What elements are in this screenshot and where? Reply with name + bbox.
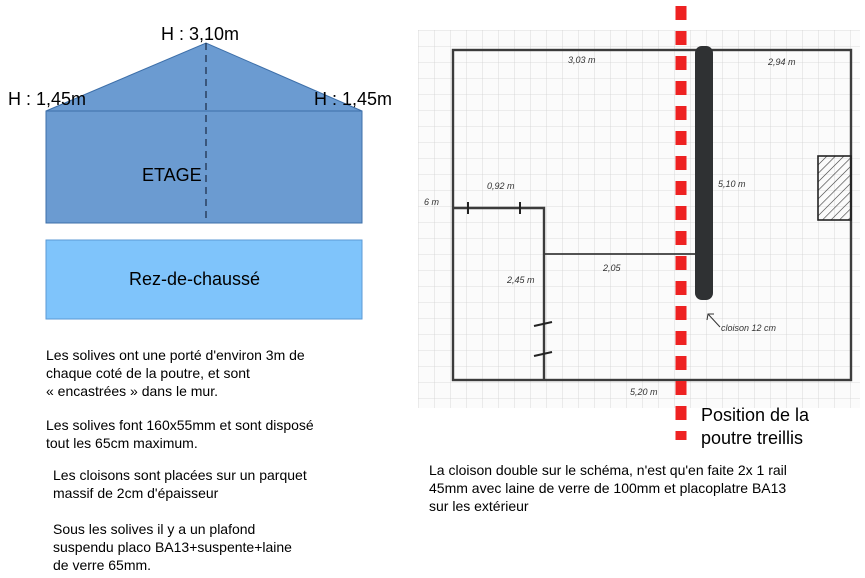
dim-corner: 0,92 m <box>487 181 515 191</box>
note-joists-size: Les solives font 160x55mm et sont disposé tout les 65cm maximum. <box>46 417 314 451</box>
dim-vertical-left: 2,45 m <box>507 275 535 285</box>
left-eave-height: H : 1,45m <box>8 89 87 109</box>
dim-bottom: 5,20 m <box>630 387 658 397</box>
beam-position-label: Position de la poutre treillis <box>701 405 810 448</box>
dim-small-wall: 6 m <box>424 197 440 207</box>
note-joists-span: Les solives ont une porté d'environ 3m de chaque coté de la poutre, et sont « encastrées » dans le mur. <box>46 347 305 399</box>
ground-floor-label: Rez-de-chaussé <box>129 269 261 289</box>
roof-peak-height: H : 3,10m <box>161 24 240 44</box>
right-eave-height: H : 1,45m <box>314 89 393 109</box>
upper-floor-block <box>46 111 362 223</box>
dim-top-left: 3,03 m <box>568 55 596 65</box>
note-partitions: Les cloisons sont placées sur un parquet massif de 2cm d'épaisseur <box>53 467 307 501</box>
graph-paper-grid <box>418 30 860 408</box>
floor-plan-sketch <box>418 30 860 408</box>
dim-top-right: 2,94 m <box>768 57 796 67</box>
dim-partition-length: 5,10 m <box>718 179 746 189</box>
beam-position-line <box>673 0 689 440</box>
note-ceiling: Sous les solives il y a un plafond suspendu placo BA13+suspente+laine de verre 65mm. <box>53 521 292 573</box>
dim-middle: 2,05 <box>603 263 621 273</box>
partition-note: cloison 12 cm <box>721 323 777 333</box>
upper-floor-label: ETAGE <box>142 165 202 185</box>
hatched-chimney <box>818 156 851 220</box>
partition-description: La cloison double sur le schéma, n'est qu'en faite 2x 1 rail 45mm avec laine de verre de 100mm et placoplatre BA13 sur les extérieur <box>429 462 787 514</box>
partition-wall <box>695 46 713 300</box>
